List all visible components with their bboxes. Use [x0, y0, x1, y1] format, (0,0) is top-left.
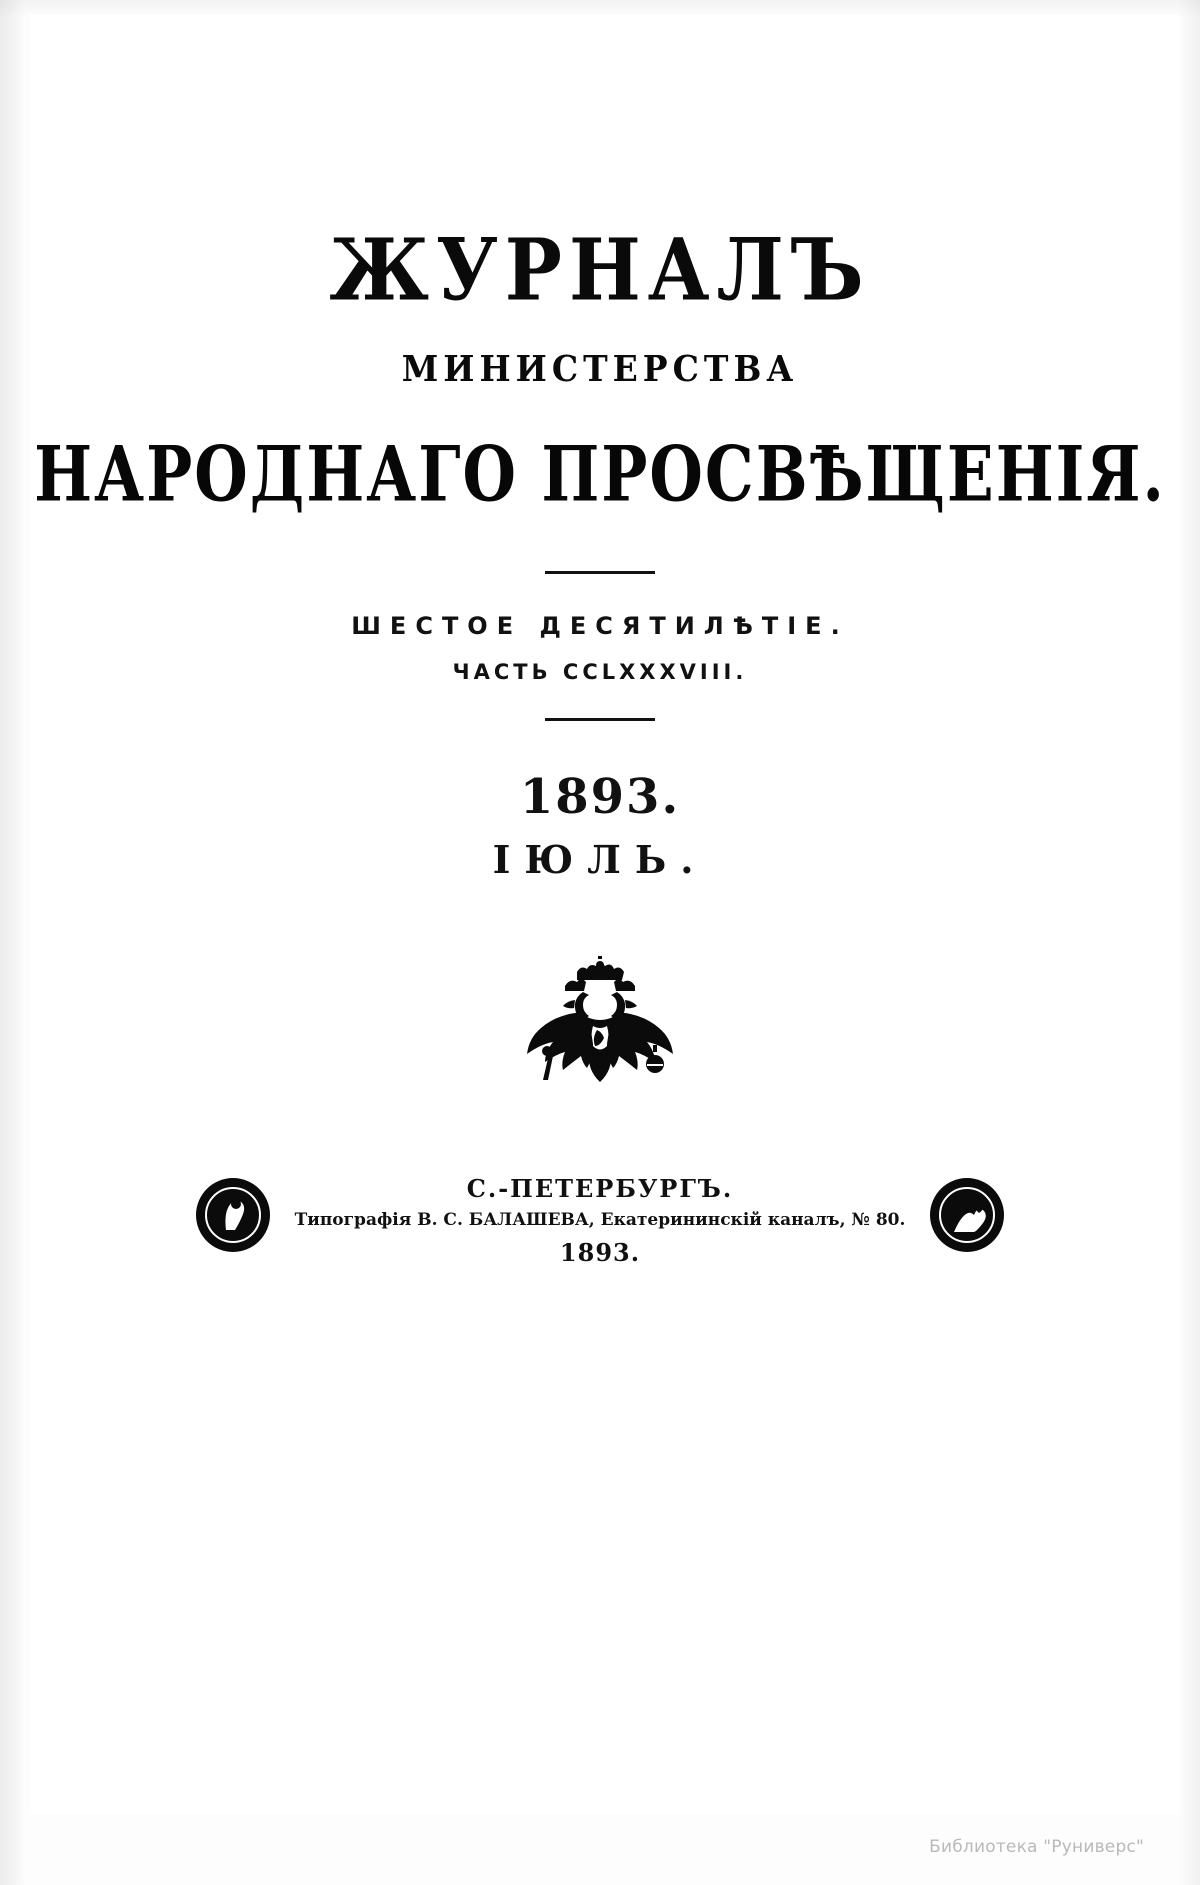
- imperial-eagle-emblem-icon: [0, 956, 1200, 1106]
- library-seal-stamp-left: [196, 1178, 270, 1252]
- imprint-printer: Типографія В. С. БАЛАШЕВА, Екатерининскій каналъ, № 80.: [294, 1210, 906, 1230]
- journal-title-line-3: НАРОДНАГО ПРОСВѢЩЕНІЯ.: [34, 429, 1166, 519]
- journal-title-line-2: МИНИСТЕРСТВА: [401, 347, 799, 390]
- imprint-city: С.-ПЕТЕРБУРГЪ.: [466, 1174, 734, 1203]
- imprint-year: 1893.: [559, 1238, 641, 1267]
- library-watermark: Библиотека "Руниверс": [929, 1837, 1144, 1857]
- publication-year: 1893.: [519, 769, 681, 825]
- journal-title-line-1: ЖУРНАЛЪ: [329, 220, 871, 320]
- part-label: ЧАСТЬ CCLXXXVIII.: [452, 660, 748, 684]
- decade-label: ШЕСТОЕ ДЕСЯТИЛѢТІЕ.: [351, 612, 849, 640]
- publication-month: ІЮЛЬ.: [492, 837, 708, 882]
- divider-rule-bottom: [545, 718, 655, 721]
- imprint-block: [0, 1174, 1200, 1294]
- library-seal-stamp-right: [930, 1178, 1004, 1252]
- divider-rule-top: [545, 571, 655, 574]
